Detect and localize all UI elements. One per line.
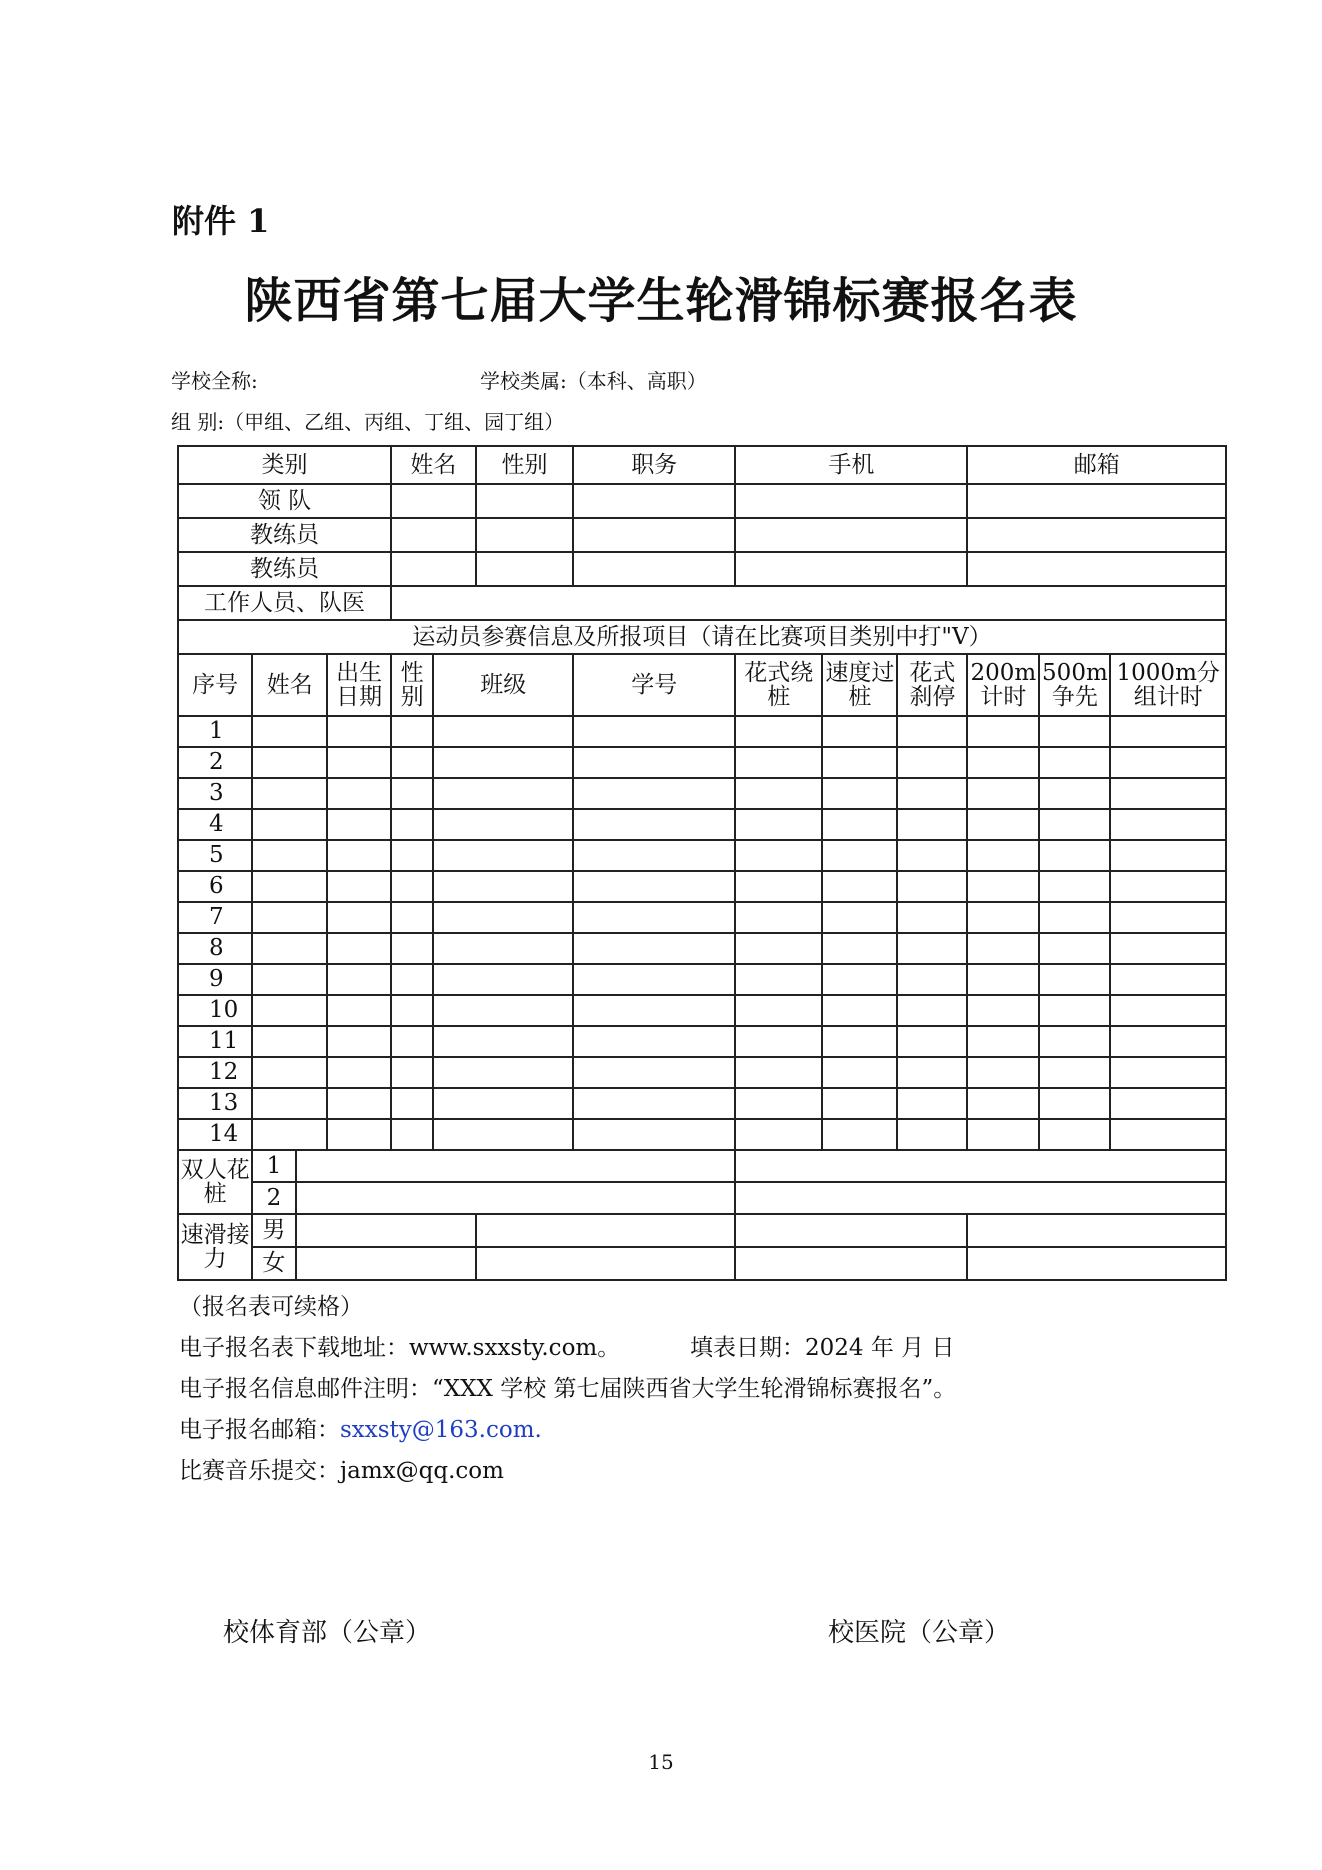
- athlete-field[interactable]: [735, 902, 822, 933]
- athlete-field[interactable]: [897, 1088, 967, 1119]
- staff-row: [178, 518, 1226, 552]
- relay-field[interactable]: [735, 1214, 967, 1247]
- athlete-row-number: 5: [178, 840, 252, 871]
- athlete-field[interactable]: [735, 778, 822, 809]
- athlete-row: [178, 747, 1226, 778]
- email-note: [179, 1411, 542, 1444]
- school-type-label: 学校类属:（本科、高职）: [480, 369, 707, 393]
- athlete-field[interactable]: [1039, 716, 1110, 747]
- group-label: 组 别:（甲组、乙组、丙组、丁组、园丁组）: [171, 410, 565, 434]
- athlete-field[interactable]: [252, 778, 327, 809]
- athlete-header-cell: 500m争先: [1039, 654, 1110, 716]
- athlete-row-number: 8: [178, 933, 252, 964]
- athlete-field[interactable]: [433, 1057, 573, 1088]
- staff-position-field[interactable]: [573, 552, 735, 586]
- athlete-field[interactable]: [1039, 747, 1110, 778]
- relay-label: 速滑接力: [178, 1214, 252, 1280]
- athlete-field[interactable]: [897, 809, 967, 840]
- athlete-field[interactable]: [1039, 902, 1110, 933]
- athlete-field[interactable]: [822, 1026, 897, 1057]
- athlete-row: [178, 716, 1226, 747]
- athlete-field[interactable]: [822, 1119, 897, 1150]
- athlete-field[interactable]: [327, 809, 391, 840]
- relay-field[interactable]: [967, 1214, 1226, 1247]
- athlete-row: [178, 902, 1226, 933]
- athlete-field[interactable]: [1110, 840, 1226, 871]
- athlete-field[interactable]: [573, 933, 735, 964]
- athlete-field[interactable]: [573, 871, 735, 902]
- athlete-field[interactable]: [967, 902, 1039, 933]
- athlete-field[interactable]: [822, 995, 897, 1026]
- pair-names-field[interactable]: [296, 1150, 736, 1182]
- athlete-row-number: 2: [178, 747, 252, 778]
- athlete-field[interactable]: [252, 902, 327, 933]
- athlete-header-cell: 200m计时: [967, 654, 1039, 716]
- staff-name-field[interactable]: [391, 518, 476, 552]
- athlete-row: [178, 871, 1226, 902]
- athlete-field[interactable]: [1110, 1057, 1226, 1088]
- pair-events-field[interactable]: [735, 1182, 1226, 1214]
- athlete-field[interactable]: [327, 1026, 391, 1057]
- page-title: 陕西省第七届大学生轮滑锦标赛报名表: [244, 273, 1078, 329]
- athlete-field[interactable]: [252, 840, 327, 871]
- athlete-field[interactable]: [967, 716, 1039, 747]
- relay-field[interactable]: [967, 1247, 1226, 1280]
- athlete-field[interactable]: [391, 840, 433, 871]
- staff-phone-field[interactable]: [735, 518, 967, 552]
- athlete-row: [178, 809, 1226, 840]
- athlete-field[interactable]: [433, 1088, 573, 1119]
- athlete-field[interactable]: [1039, 1026, 1110, 1057]
- athlete-field[interactable]: [735, 1026, 822, 1057]
- staff-gender-field[interactable]: [476, 552, 573, 586]
- athlete-field[interactable]: [433, 933, 573, 964]
- athlete-field[interactable]: [967, 840, 1039, 871]
- staff-row: [178, 484, 1226, 518]
- athlete-field[interactable]: [573, 1026, 735, 1057]
- athlete-row-number: 1: [178, 716, 252, 747]
- stamp-hospital: 校医院（公章）: [828, 1618, 1011, 1648]
- athlete-field[interactable]: [391, 809, 433, 840]
- athlete-field[interactable]: [391, 747, 433, 778]
- athlete-field[interactable]: [327, 1119, 391, 1150]
- relay-field[interactable]: [296, 1247, 476, 1280]
- staff-position-field[interactable]: [573, 518, 735, 552]
- pair-events-field[interactable]: [735, 1150, 1226, 1182]
- athlete-field[interactable]: [391, 1026, 433, 1057]
- staff-other-field[interactable]: [391, 586, 1226, 620]
- athlete-field[interactable]: [252, 809, 327, 840]
- mail-subject-note: 电子报名信息邮件注明：“XXX 学校 第七届陕西省大学生轮滑锦标赛报名”。: [179, 1376, 957, 1402]
- athlete-field[interactable]: [573, 840, 735, 871]
- athlete-field[interactable]: [327, 995, 391, 1026]
- athlete-field[interactable]: [391, 933, 433, 964]
- athlete-field[interactable]: [327, 747, 391, 778]
- athlete-header-cell: 出生日期: [327, 654, 391, 716]
- athlete-field[interactable]: [967, 933, 1039, 964]
- annex-label: 附件 1: [172, 202, 270, 240]
- athlete-field[interactable]: [252, 716, 327, 747]
- staff-phone-field[interactable]: [735, 484, 967, 518]
- staff-header-phone: 手机: [735, 446, 967, 484]
- athlete-field[interactable]: [1110, 809, 1226, 840]
- athlete-field[interactable]: [735, 933, 822, 964]
- athlete-field[interactable]: [327, 933, 391, 964]
- athlete-row: [178, 1088, 1226, 1119]
- athlete-row-number: 11: [178, 1026, 252, 1057]
- athlete-field[interactable]: [897, 778, 967, 809]
- staff-role-label: 教练员: [178, 518, 391, 552]
- athlete-field[interactable]: [897, 716, 967, 747]
- stamp-sports-dept: 校体育部（公章）: [223, 1618, 432, 1648]
- athlete-field[interactable]: [1110, 964, 1226, 995]
- athlete-field[interactable]: [573, 995, 735, 1026]
- athlete-row-number: 7: [178, 902, 252, 933]
- athlete-field[interactable]: [967, 1119, 1039, 1150]
- athlete-field[interactable]: [735, 716, 822, 747]
- athlete-field[interactable]: [822, 1057, 897, 1088]
- relay-gender: 女: [252, 1247, 295, 1280]
- athlete-header-cell: 序号: [178, 654, 252, 716]
- athlete-field[interactable]: [327, 716, 391, 747]
- pair-names-field[interactable]: [296, 1182, 736, 1214]
- athlete-row: [178, 995, 1226, 1026]
- athlete-field[interactable]: [573, 964, 735, 995]
- athlete-row-number: 12: [178, 1057, 252, 1088]
- athlete-field[interactable]: [391, 1088, 433, 1119]
- email-label: 电子报名邮箱：: [179, 1417, 340, 1443]
- athlete-field[interactable]: [967, 747, 1039, 778]
- athlete-field[interactable]: [573, 809, 735, 840]
- staff-other-label: 工作人员、队医: [178, 586, 391, 620]
- athlete-field[interactable]: [391, 995, 433, 1026]
- athlete-field[interactable]: [573, 1088, 735, 1119]
- athlete-row-number: 9: [178, 964, 252, 995]
- athlete-field[interactable]: [391, 716, 433, 747]
- athlete-field[interactable]: [967, 1088, 1039, 1119]
- athlete-row: [178, 840, 1226, 871]
- athlete-row-number: 6: [178, 871, 252, 902]
- athlete-field[interactable]: [967, 964, 1039, 995]
- athlete-header-cell: 性别: [391, 654, 433, 716]
- athlete-field[interactable]: [1110, 995, 1226, 1026]
- athlete-field[interactable]: [252, 871, 327, 902]
- athlete-field[interactable]: [1039, 1119, 1110, 1150]
- athlete-row-number: 4: [178, 809, 252, 840]
- athlete-field[interactable]: [433, 809, 573, 840]
- staff-email-field[interactable]: [967, 552, 1226, 586]
- athlete-field[interactable]: [897, 995, 967, 1026]
- athlete-field[interactable]: [391, 964, 433, 995]
- athlete-field[interactable]: [573, 1119, 735, 1150]
- athlete-field[interactable]: [735, 840, 822, 871]
- athlete-field[interactable]: [897, 1026, 967, 1057]
- athlete-row-number: 14: [178, 1119, 252, 1150]
- athlete-field[interactable]: [735, 1088, 822, 1119]
- athlete-field[interactable]: [897, 902, 967, 933]
- staff-header-position: 职务: [573, 446, 735, 484]
- athlete-field[interactable]: [735, 1119, 822, 1150]
- athlete-field[interactable]: [1039, 840, 1110, 871]
- athlete-field[interactable]: [433, 964, 573, 995]
- athlete-field[interactable]: [1110, 1026, 1226, 1057]
- athlete-field[interactable]: [573, 902, 735, 933]
- relay-row: [178, 1214, 1226, 1247]
- athlete-field[interactable]: [735, 809, 822, 840]
- athlete-field[interactable]: [433, 1119, 573, 1150]
- athlete-field[interactable]: [252, 1057, 327, 1088]
- athlete-header-cell: 班级: [433, 654, 573, 716]
- athlete-field[interactable]: [897, 1057, 967, 1088]
- athlete-field[interactable]: [735, 964, 822, 995]
- staff-header-email: 邮箱: [967, 446, 1226, 484]
- athlete-field[interactable]: [897, 1119, 967, 1150]
- staff-email-field[interactable]: [967, 518, 1226, 552]
- athlete-field[interactable]: [573, 716, 735, 747]
- athlete-field[interactable]: [897, 871, 967, 902]
- athlete-header-cell: 花式绕桩: [735, 654, 822, 716]
- athlete-field[interactable]: [1039, 995, 1110, 1026]
- athlete-field[interactable]: [327, 902, 391, 933]
- athlete-field[interactable]: [1110, 1088, 1226, 1119]
- athlete-field[interactable]: [1039, 778, 1110, 809]
- athlete-field[interactable]: [967, 778, 1039, 809]
- athlete-field[interactable]: [327, 1057, 391, 1088]
- registration-table: [177, 445, 1227, 1281]
- athlete-field[interactable]: [327, 840, 391, 871]
- athlete-field[interactable]: [1110, 933, 1226, 964]
- athlete-field[interactable]: [327, 1088, 391, 1119]
- athlete-field[interactable]: [822, 902, 897, 933]
- fill-date: 填表日期：2024 年 月 日: [690, 1335, 955, 1361]
- athlete-field[interactable]: [822, 778, 897, 809]
- athlete-field[interactable]: [1110, 778, 1226, 809]
- athlete-field[interactable]: [967, 1057, 1039, 1088]
- athlete-field[interactable]: [822, 716, 897, 747]
- athlete-header-cell: 姓名: [252, 654, 327, 716]
- athlete-field[interactable]: [573, 778, 735, 809]
- athlete-field[interactable]: [327, 964, 391, 995]
- athlete-field[interactable]: [1039, 933, 1110, 964]
- pair-row-number: 1: [252, 1150, 295, 1182]
- athlete-field[interactable]: [822, 840, 897, 871]
- athlete-header-row: [178, 654, 1226, 716]
- athlete-field[interactable]: [822, 871, 897, 902]
- athlete-field[interactable]: [252, 1119, 327, 1150]
- athlete-field[interactable]: [897, 933, 967, 964]
- athlete-header-cell: 学号: [573, 654, 735, 716]
- athlete-field[interactable]: [822, 933, 897, 964]
- staff-name-field[interactable]: [391, 552, 476, 586]
- athlete-field[interactable]: [391, 778, 433, 809]
- athlete-field[interactable]: [391, 1119, 433, 1150]
- athlete-field[interactable]: [735, 871, 822, 902]
- athlete-field[interactable]: [1039, 1088, 1110, 1119]
- extend-note: （报名表可续格）: [179, 1294, 363, 1320]
- staff-role-label: 教练员: [178, 552, 391, 586]
- staff-header-gender: 性别: [476, 446, 573, 484]
- athlete-field[interactable]: [897, 747, 967, 778]
- athlete-field[interactable]: [1039, 964, 1110, 995]
- staff-header-category: 类别: [178, 446, 391, 484]
- staff-header-name: 姓名: [391, 446, 476, 484]
- athlete-field[interactable]: [433, 840, 573, 871]
- athlete-field[interactable]: [967, 809, 1039, 840]
- athlete-field[interactable]: [573, 747, 735, 778]
- athlete-row-number: 13: [178, 1088, 252, 1119]
- athlete-field[interactable]: [1039, 1057, 1110, 1088]
- athlete-field[interactable]: [252, 995, 327, 1026]
- athlete-field[interactable]: [252, 964, 327, 995]
- relay-gender: 男: [252, 1214, 295, 1247]
- relay-field[interactable]: [296, 1214, 476, 1247]
- athlete-field[interactable]: [433, 778, 573, 809]
- athlete-field[interactable]: [735, 1057, 822, 1088]
- athlete-field[interactable]: [391, 1057, 433, 1088]
- staff-name-field[interactable]: [391, 484, 476, 518]
- staff-phone-field[interactable]: [735, 552, 967, 586]
- pair-row: [178, 1182, 1226, 1214]
- athlete-field[interactable]: [735, 995, 822, 1026]
- athlete-field[interactable]: [735, 747, 822, 778]
- relay-row: [178, 1247, 1226, 1280]
- athlete-header-cell: 速度过桩: [822, 654, 897, 716]
- music-note: 比赛音乐提交：jamx@qq.com: [179, 1458, 504, 1484]
- athlete-field[interactable]: [433, 871, 573, 902]
- athlete-row: [178, 1119, 1226, 1150]
- athlete-field[interactable]: [391, 902, 433, 933]
- relay-field[interactable]: [476, 1247, 736, 1280]
- pair-label: 双人花桩: [178, 1150, 252, 1214]
- athlete-field[interactable]: [822, 964, 897, 995]
- athlete-section-title: 运动员参赛信息及所报项目（请在比赛项目类别中打"V）: [178, 620, 1226, 654]
- athlete-field[interactable]: [1039, 871, 1110, 902]
- athlete-header-cell: 花式刹停: [897, 654, 967, 716]
- page-number: 15: [648, 1750, 674, 1774]
- athlete-field[interactable]: [252, 1088, 327, 1119]
- athlete-field[interactable]: [1110, 902, 1226, 933]
- athlete-field[interactable]: [391, 871, 433, 902]
- athlete-field[interactable]: [897, 840, 967, 871]
- athlete-field[interactable]: [1110, 871, 1226, 902]
- school-name-label: 学校全称:: [171, 369, 258, 393]
- download-note: 电子报名表下载地址：www.sxxsty.com。: [179, 1335, 621, 1361]
- staff-gender-field[interactable]: [476, 518, 573, 552]
- staff-header-row: [178, 446, 1226, 484]
- email-link[interactable]: sxxsty@163.com.: [340, 1417, 542, 1443]
- athlete-row: [178, 778, 1226, 809]
- athlete-row: [178, 1057, 1226, 1088]
- athlete-section-row: [178, 620, 1226, 654]
- athlete-field[interactable]: [822, 1088, 897, 1119]
- athlete-field[interactable]: [1039, 809, 1110, 840]
- athlete-row-number: 3: [178, 778, 252, 809]
- relay-field[interactable]: [735, 1247, 967, 1280]
- athlete-field[interactable]: [327, 778, 391, 809]
- athlete-field[interactable]: [967, 995, 1039, 1026]
- athlete-field[interactable]: [252, 1026, 327, 1057]
- athlete-field[interactable]: [1110, 1119, 1226, 1150]
- pair-row-number: 2: [252, 1182, 295, 1214]
- athlete-field[interactable]: [822, 809, 897, 840]
- athlete-row: [178, 1026, 1226, 1057]
- athlete-row: [178, 933, 1226, 964]
- staff-position-field[interactable]: [573, 484, 735, 518]
- athlete-field[interactable]: [1110, 716, 1226, 747]
- staff-other-row: [178, 586, 1226, 620]
- athlete-row-number: 10: [178, 995, 252, 1026]
- staff-gender-field[interactable]: [476, 484, 573, 518]
- pair-row: [178, 1150, 1226, 1182]
- staff-row: [178, 552, 1226, 586]
- athlete-field[interactable]: [433, 716, 573, 747]
- athlete-field[interactable]: [433, 1026, 573, 1057]
- athlete-field[interactable]: [327, 871, 391, 902]
- relay-field[interactable]: [476, 1214, 736, 1247]
- athlete-field[interactable]: [252, 747, 327, 778]
- athlete-field[interactable]: [433, 902, 573, 933]
- athlete-row: [178, 964, 1226, 995]
- athlete-field[interactable]: [967, 871, 1039, 902]
- athlete-field[interactable]: [897, 964, 967, 995]
- staff-email-field[interactable]: [967, 484, 1226, 518]
- athlete-field[interactable]: [967, 1026, 1039, 1057]
- athlete-field[interactable]: [252, 933, 327, 964]
- athlete-header-cell: 1000m分组计时: [1110, 654, 1226, 716]
- staff-role-label: 领 队: [178, 484, 391, 518]
- athlete-field[interactable]: [573, 1057, 735, 1088]
- athlete-field[interactable]: [433, 747, 573, 778]
- athlete-field[interactable]: [822, 747, 897, 778]
- athlete-field[interactable]: [1110, 747, 1226, 778]
- athlete-field[interactable]: [433, 995, 573, 1026]
